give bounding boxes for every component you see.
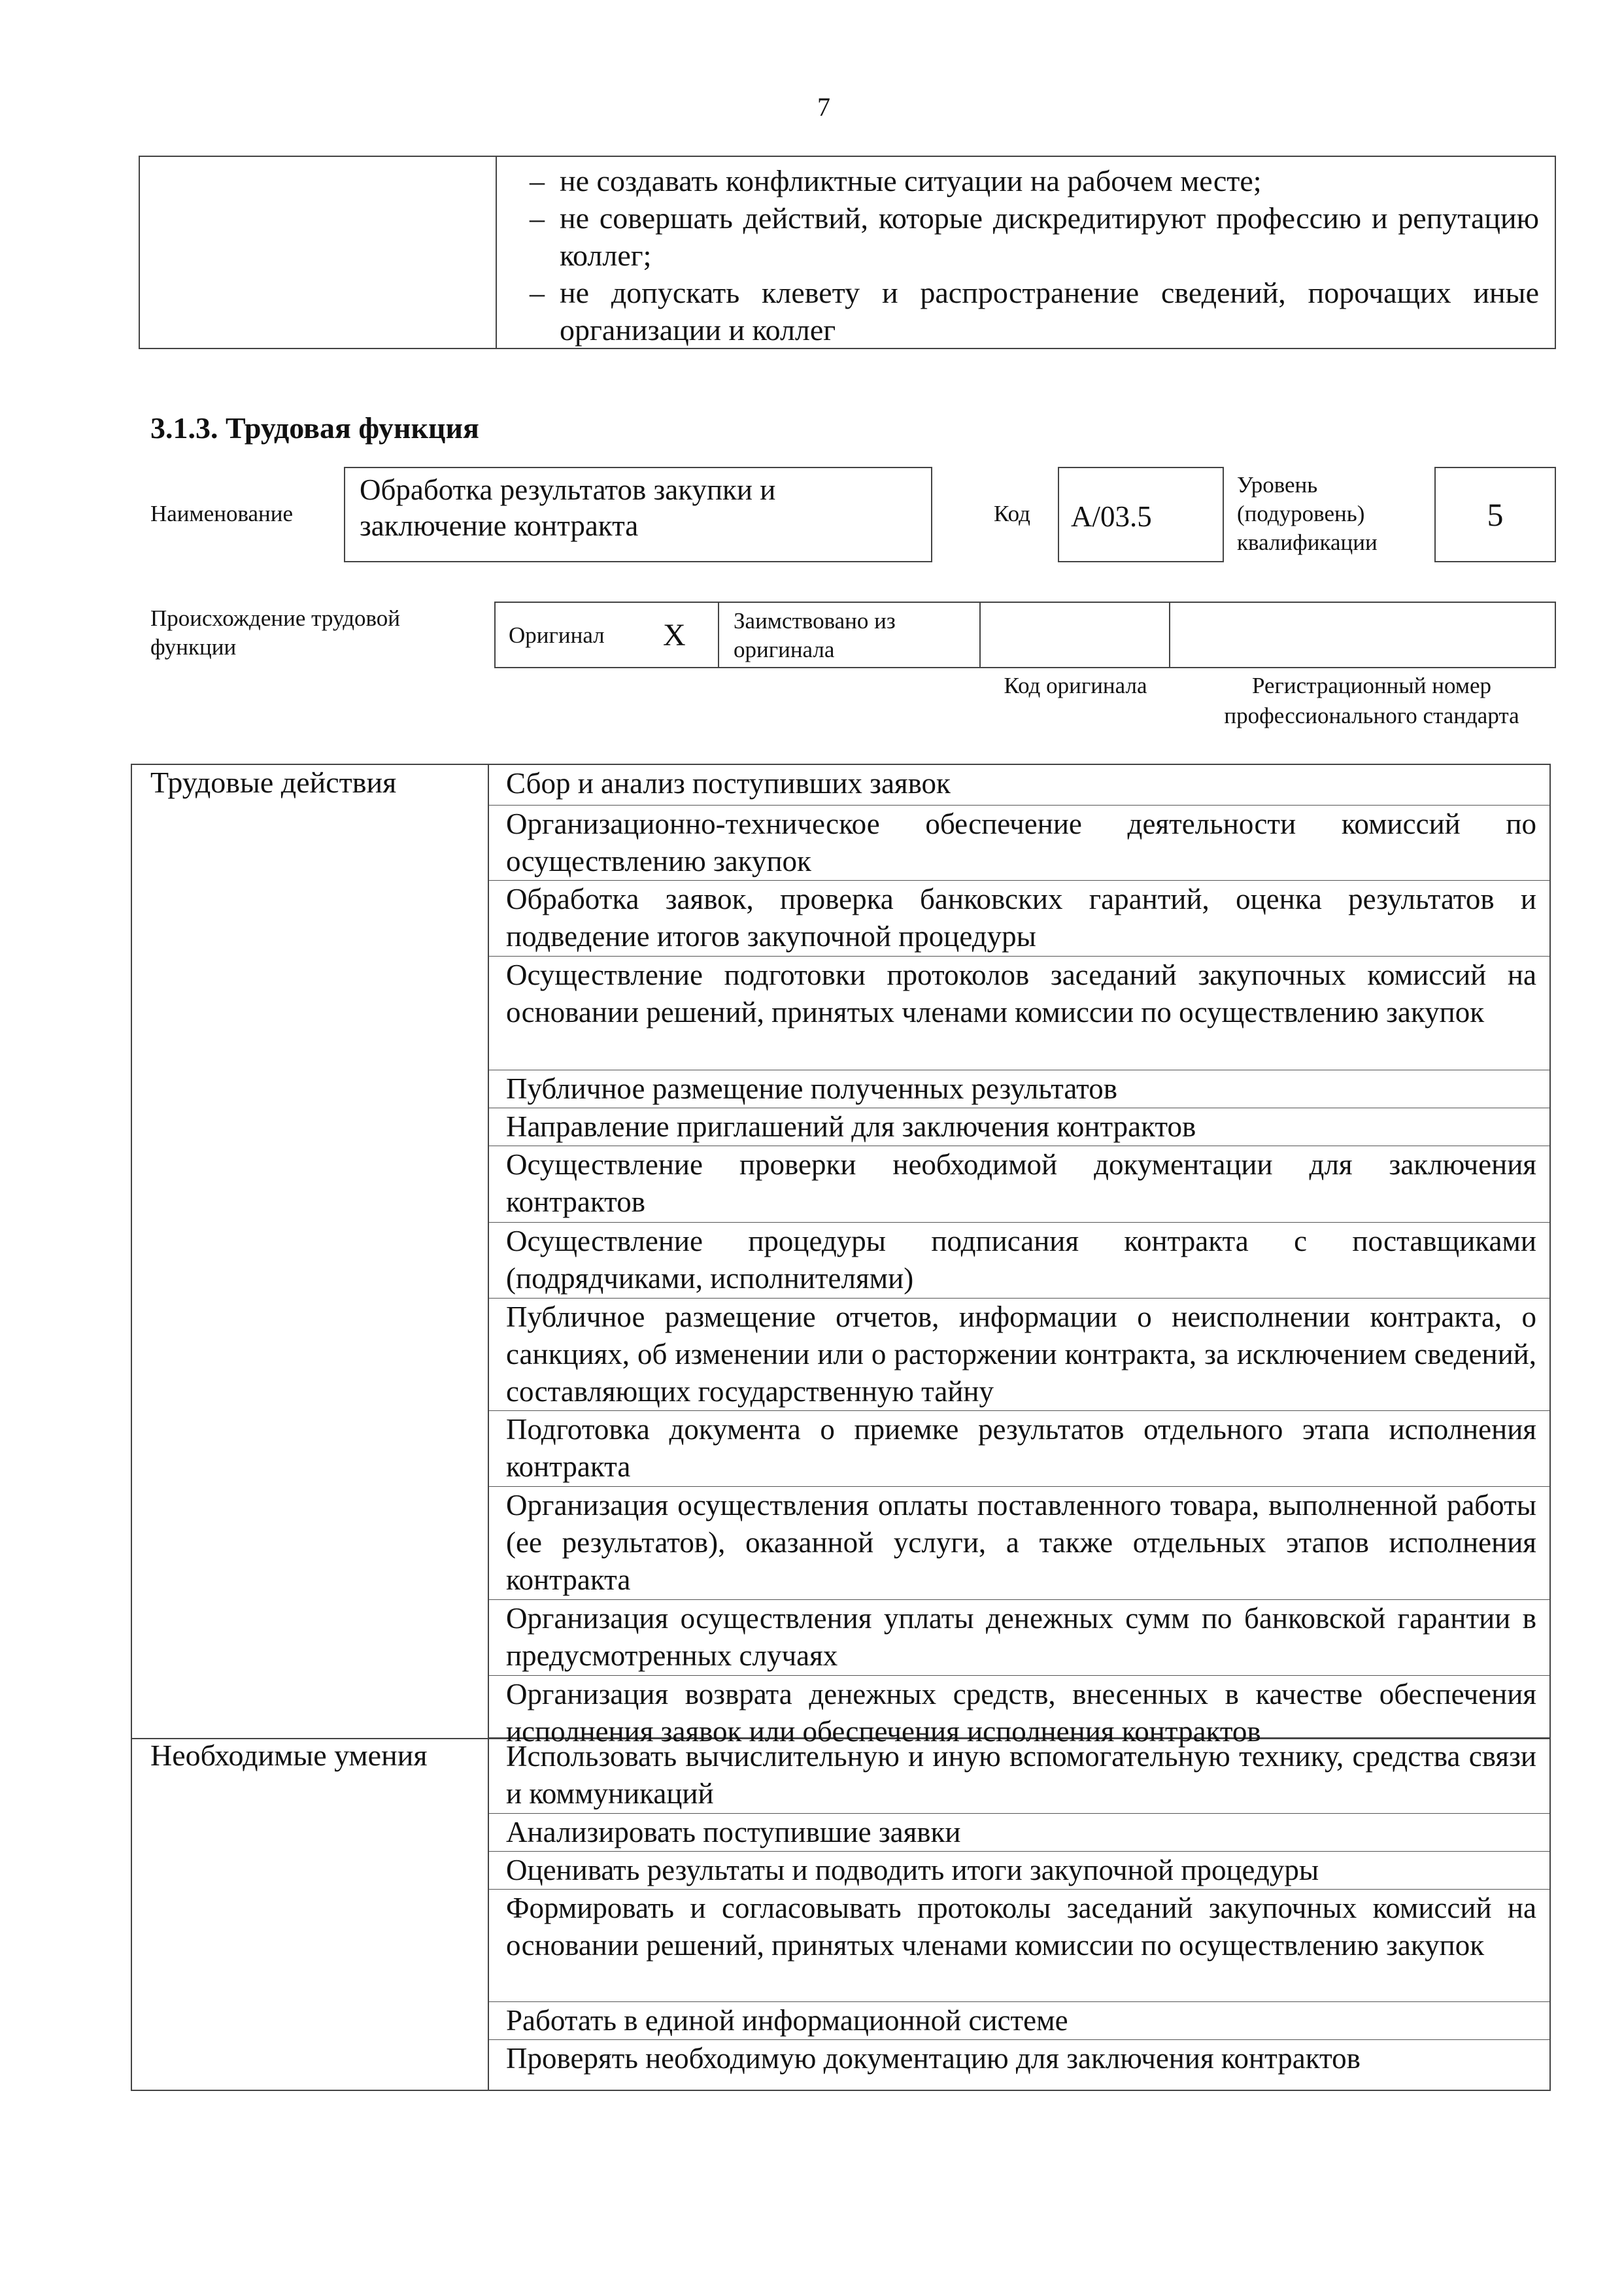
labor-actions-label: Трудовые действия bbox=[150, 766, 397, 799]
origin-table bbox=[494, 602, 1556, 668]
reg-number-cell bbox=[1170, 603, 1555, 667]
list-dash: – bbox=[530, 201, 545, 235]
list-dash: – bbox=[530, 164, 545, 197]
table-row: Организация возврата денежных средств, внесенных в качестве обеспечения исполнения заявок или обеспечения исполнения контрактов bbox=[489, 1676, 1549, 1738]
ethics-list bbox=[530, 162, 1539, 348]
original-cell bbox=[496, 603, 719, 667]
function-name-value: Обработка результатов закупки и заключение контракта bbox=[344, 467, 932, 562]
origin-label: Происхождение трудовой функции bbox=[150, 605, 401, 660]
original-label: Оригинал bbox=[509, 622, 605, 648]
table-row: Осуществление процедуры подписания контракта с поставщиками (подрядчиками, исполнителями) bbox=[489, 1223, 1549, 1299]
origin-code-label: Код оригинала bbox=[1004, 673, 1147, 698]
list-item bbox=[530, 199, 1539, 274]
table-row: Осуществление проверки необходимой документации для заключения контрактов bbox=[489, 1146, 1549, 1223]
level-label: Уровень (подуровень) квалификации bbox=[1237, 472, 1378, 555]
table-row: Обработка заявок, проверка банковских гарантий, оценка результатов и подведение итогов закупочной процедуры bbox=[489, 881, 1549, 957]
continuation-table bbox=[139, 156, 1556, 349]
table-row: Использовать вычислительную и иную вспомогательную технику, средства связи и коммуникаций bbox=[489, 1738, 1549, 1814]
table-row: Сбор и анализ поступивших заявок bbox=[489, 765, 1549, 806]
table-row: Формировать и согласовывать протоколы заседаний закупочных комиссий на основании решений, принятых членами комиссии по осуществлению закупок bbox=[489, 1890, 1549, 2002]
list-item bbox=[530, 274, 1539, 348]
required-skills-label: Необходимые умения bbox=[150, 1739, 428, 1772]
table-row: Анализировать поступившие заявки bbox=[489, 1814, 1549, 1852]
level-value: 5 bbox=[1434, 467, 1556, 562]
table-row: Оценивать результаты и подводить итоги закупочной процедуры bbox=[489, 1852, 1549, 1890]
page-number: 7 bbox=[817, 92, 830, 122]
table-row: Проверять необходимую документацию для заключения контрактов bbox=[506, 2042, 1361, 2075]
table-row: Осуществление подготовки протоколов заседаний закупочных комиссий на основании решений, принятых членами комиссии по осуществлению закупок bbox=[489, 957, 1549, 1070]
table-divider bbox=[496, 157, 497, 348]
code-value: А/03.5 bbox=[1058, 467, 1224, 562]
function-details-table bbox=[131, 764, 1551, 2091]
name-label: Наименование bbox=[150, 501, 294, 526]
original-mark: X bbox=[663, 618, 686, 653]
list-item bbox=[530, 162, 1539, 199]
table-row: Организация осуществления уплаты денежных сумм по банковской гарантии в предусмотренных случаях bbox=[489, 1600, 1549, 1676]
table-row: Публичное размещение полученных результатов bbox=[489, 1070, 1549, 1108]
table-row: Организация осуществления оплаты поставленного товара, выполненной работы (ее результатов), оказанной услуги, а также отдельных этапов исполнения контракта bbox=[489, 1487, 1549, 1600]
table-row: Направление приглашений для заключения контрактов bbox=[489, 1108, 1549, 1146]
list-item-text: не допускать клевету и распространение сведений, порочащих иные организации и коллег bbox=[560, 276, 1539, 347]
reg-number-label: Регистрационный номер профессионального стандарта bbox=[1224, 673, 1519, 728]
table-row: Организационно-техническое обеспечение деятельности комиссий по осуществлению закупок bbox=[489, 806, 1549, 881]
code-label: Код bbox=[994, 501, 1030, 526]
borrowed-cell bbox=[719, 603, 981, 667]
table-row: Публичное размещение отчетов, информации о неисполнении контракта, о санкциях, об изменении или о расторжении контракта, за исключением сведений, составляющих государственную тайну bbox=[489, 1299, 1549, 1411]
table-row: Работать в единой информационной системе bbox=[489, 2002, 1549, 2040]
section-heading: 3.1.3. Трудовая функция bbox=[150, 411, 479, 445]
list-item-text: не совершать действий, которые дискредитируют профессию и репутацию коллег; bbox=[560, 201, 1539, 272]
list-dash: – bbox=[530, 276, 545, 309]
list-item-text: не создавать конфликтные ситуации на рабочем месте; bbox=[560, 164, 1262, 197]
table-rows bbox=[489, 765, 1549, 2090]
table-row: Подготовка документа о приемке результатов отдельного этапа исполнения контракта bbox=[489, 1411, 1549, 1487]
origin-code-cell bbox=[981, 603, 1170, 667]
borrowed-label: Заимствовано из оригинала bbox=[734, 608, 896, 662]
